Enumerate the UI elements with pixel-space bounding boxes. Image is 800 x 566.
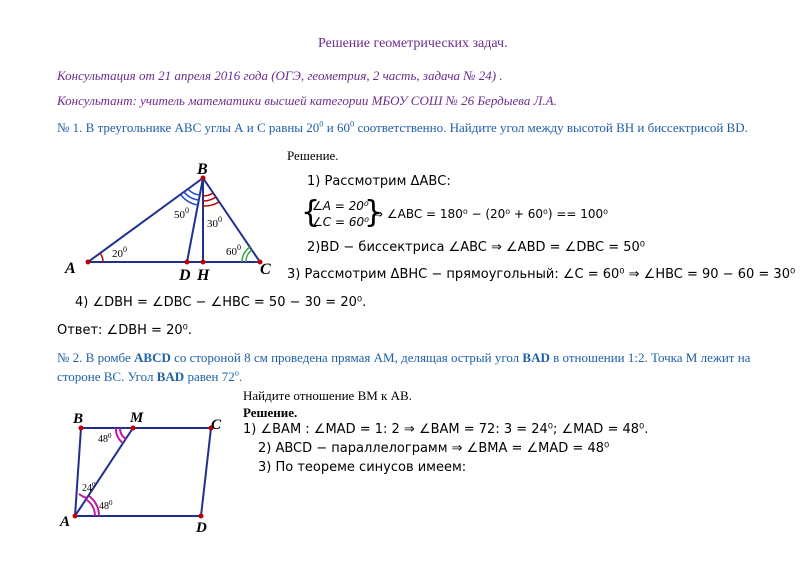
angle-abd-arc-2 bbox=[184, 192, 199, 200]
angle-bma-arc-1 bbox=[120, 428, 126, 439]
problem1-statement: № 1. В треугольнике АВС углы А и С равны $20^0$ и $60^0$ соответственно. Найдите угол между высотой ВН и биссектрисой ВD. bbox=[57, 118, 748, 135]
system-line-1: ∠A = 20⁰ bbox=[312, 199, 369, 213]
point-d bbox=[199, 514, 204, 519]
point-a bbox=[73, 514, 78, 519]
label-a: A bbox=[65, 260, 76, 277]
point-m bbox=[131, 426, 136, 431]
label-c: C bbox=[211, 417, 222, 433]
angle-bam-arc bbox=[79, 494, 87, 498]
angle-mad-arc-1 bbox=[87, 500, 95, 516]
problem2-step1: 1) ∠ВАМ : ∠MAD = 1: 2 ⇒ ∠ВАМ = 72: 3 = 24⁰; ∠MAD = 48⁰. bbox=[243, 422, 649, 437]
angle-hbc-arc-1 bbox=[203, 193, 213, 196]
brace-icon: { bbox=[301, 195, 321, 230]
problem1-triangle-figure bbox=[55, 158, 285, 283]
angle-abd-label: $50^0$ bbox=[174, 206, 189, 221]
problem2-rhombus-figure bbox=[58, 405, 228, 540]
point-a bbox=[86, 260, 91, 265]
label-b: B bbox=[73, 411, 84, 427]
page-title: Решение геометрических задач. bbox=[318, 36, 508, 51]
point-d bbox=[185, 260, 190, 265]
label-c: C bbox=[260, 261, 271, 278]
problem1-step1: 1) Рассмотрим ΔАВС: bbox=[307, 174, 451, 189]
label-b: B bbox=[197, 161, 208, 178]
system-result: ⇒ ∠ABC = 180⁰ − (20⁰ + 60⁰) == 100⁰ bbox=[373, 207, 608, 221]
label-a: A bbox=[60, 514, 71, 530]
problem2-statement-line1: № 2. В ромбе ABCD со стороной 8 см проведена прямая АМ, делящая острый угол BAD в отношении 1:2. Точка М лежит на bbox=[57, 350, 751, 365]
problem2-statement-line2: стороне ВС. Угол BAD равен $72^о$. bbox=[57, 367, 243, 384]
angle-mad-label: $48^0$ bbox=[99, 499, 113, 512]
problem2-solution-label: Решение. bbox=[243, 405, 298, 420]
problem1-step4: 4) ∠DBH = ∠DBC − ∠HBC = 50 − 30 = 20⁰. bbox=[75, 295, 367, 310]
label-h: H bbox=[197, 267, 210, 283]
problem1-step3: 3) Рассмотрим ΔВНС − прямоугольный: ∠C = 60⁰ ⇒ ∠HBC = 90 − 60 = 30⁰ bbox=[287, 267, 796, 282]
consultation-info: Консультация от 21 апреля 2016 года (ОГЭ, геометрия, 2 часть, задача № 24) . bbox=[57, 68, 503, 83]
angle-a-arc bbox=[100, 253, 103, 262]
system-line-2: ∠C = 60⁰ bbox=[312, 215, 369, 229]
angle-bam-label: $24^0$ bbox=[82, 481, 96, 494]
brace-close-icon: } bbox=[364, 195, 384, 230]
angle-a-label: $20^0$ bbox=[112, 245, 127, 260]
problem2-question: Найдите отношение ВМ к АВ. bbox=[243, 388, 412, 403]
angle-c-label: $60^0$ bbox=[226, 243, 241, 258]
side-ab bbox=[88, 178, 203, 262]
point-h bbox=[201, 260, 206, 265]
label-m: M bbox=[130, 410, 144, 426]
label-d: D bbox=[196, 520, 207, 536]
angle-abd-arc-1 bbox=[188, 189, 200, 195]
angle-hbc-arc-3 bbox=[203, 202, 219, 206]
problem1-solution-label: Решение. bbox=[287, 148, 339, 163]
angle-bma-label: $48^0$ bbox=[98, 432, 112, 445]
problem1-answer: Ответ: ∠DBH = 20⁰. bbox=[57, 323, 192, 338]
problem2-step3: 3) По теореме синусов имеем: bbox=[258, 460, 467, 475]
consultant-info: Консультант: учитель математики высшей категории МБОУ СОШ № 26 Бердыева Л.А. bbox=[57, 93, 557, 108]
angle-c-arc-1 bbox=[246, 250, 252, 262]
angle-hbc-label: $30^0$ bbox=[207, 215, 222, 230]
label-d: D bbox=[179, 267, 191, 283]
problem2-step2: 2) ABCD − параллелограмм ⇒ ∠BMA = ∠MAD = 48⁰ bbox=[258, 441, 610, 456]
angle-hbc-arc-2 bbox=[203, 197, 216, 201]
problem1-step2: 2)BD − биссектриса ∠ABC ⇒ ∠ABD = ∠DBC = 50⁰ bbox=[307, 240, 646, 255]
